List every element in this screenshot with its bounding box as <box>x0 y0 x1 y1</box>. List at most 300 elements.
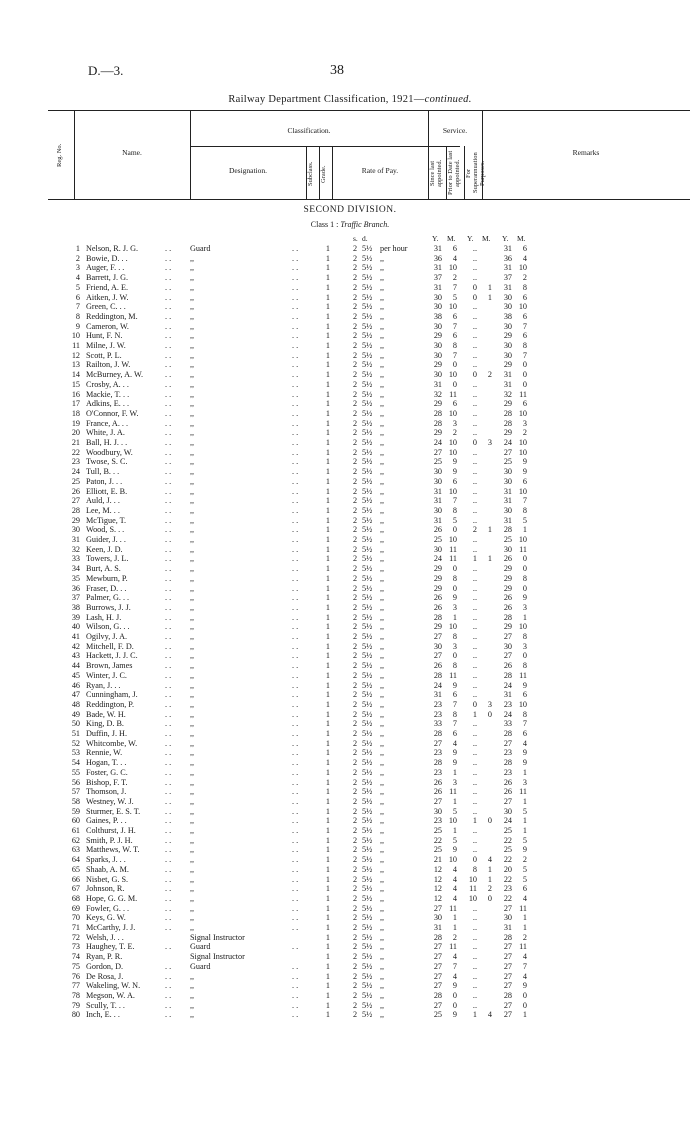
rate-unit-cell: ,, <box>380 670 385 680</box>
designation-cell: ,, <box>190 370 195 380</box>
table-row <box>0 457 700 466</box>
leader-dots: . . <box>292 748 299 758</box>
leader-dots: . . <box>165 399 172 409</box>
table-row <box>0 399 700 408</box>
prior-years-cell: .. <box>472 331 477 341</box>
designation-cell: ,, <box>190 263 195 273</box>
rate-unit-cell: ,, <box>380 661 385 671</box>
since-last-months-cell: 10 <box>448 535 457 544</box>
leader-dots: . . <box>292 379 299 389</box>
since-last-months-cell: 0 <box>452 360 457 370</box>
prior-years-cell: 11 <box>469 884 477 894</box>
prior-months-cell: 1 <box>487 864 492 874</box>
header-service: Service. <box>442 126 468 135</box>
superannuation-years-cell: 27 <box>503 952 512 962</box>
prior-years-cell: 0 <box>472 699 477 709</box>
shillings-cell: 2 <box>353 903 358 913</box>
rate-unit-cell: ,, <box>380 418 385 428</box>
prior-years-cell: .. <box>472 971 477 981</box>
name-cell: McBurney, A. W. <box>86 370 144 380</box>
grade-cell: 1 <box>325 535 330 544</box>
pence-cell: 5½ <box>362 1010 373 1020</box>
rate-unit-cell: ,, <box>380 486 385 496</box>
reg-no-cell: 4 <box>75 273 80 283</box>
prior-months-cell: 2 <box>487 884 492 894</box>
superannuation-months-cell: 8 <box>522 573 527 583</box>
superannuation-years-cell: 27 <box>503 738 512 748</box>
pence-cell: 5½ <box>362 777 373 787</box>
leader-dots: . . <box>165 738 172 748</box>
superannuation-months-cell: 10 <box>518 486 527 496</box>
pence-cell: 5½ <box>362 961 373 971</box>
grade-cell: 1 <box>325 515 330 525</box>
superannuation-years-cell: 30 <box>503 806 512 816</box>
superannuation-years-cell: 30 <box>503 341 512 350</box>
leader-dots: . . <box>292 709 299 719</box>
reg-no-cell: 7 <box>75 302 80 312</box>
since-last-months-cell: 5 <box>452 806 457 816</box>
shillings-cell: 2 <box>353 244 358 253</box>
superannuation-months-cell: 9 <box>522 680 527 690</box>
pence-cell: 5½ <box>362 816 373 826</box>
superannuation-months-cell: 3 <box>522 418 527 428</box>
since-last-years-cell: 28 <box>433 729 442 738</box>
reg-no-cell: 68 <box>71 893 80 903</box>
rate-unit-cell: ,, <box>380 864 385 874</box>
since-last-months-cell: 10 <box>448 408 457 418</box>
designation-cell: ,, <box>190 729 195 738</box>
since-last-months-cell: 8 <box>452 661 457 671</box>
pence-cell: 5½ <box>362 758 373 768</box>
pence-cell: 5½ <box>362 515 373 525</box>
since-last-years-cell: 30 <box>433 641 442 651</box>
since-last-years-cell: 28 <box>433 612 442 622</box>
superannuation-years-cell: 28 <box>503 758 512 768</box>
reg-no-cell: 47 <box>71 690 80 700</box>
superannuation-years-cell: 30 <box>503 350 512 360</box>
table-row <box>0 894 700 903</box>
since-last-months-cell: 6 <box>452 311 457 321</box>
pence-cell: 5½ <box>362 787 373 797</box>
superannuation-months-cell: 9 <box>522 845 527 855</box>
name-cell: Auld, J. . . <box>86 496 120 506</box>
pence-cell: 5½ <box>362 845 373 855</box>
grade-cell: 1 <box>325 884 330 894</box>
designation-cell: ,, <box>190 913 195 923</box>
shillings-cell: 2 <box>353 923 358 932</box>
header-rate-of-pay: Rate of Pay. <box>361 166 399 175</box>
since-last-years-cell: 27 <box>433 632 442 641</box>
superannuation-months-cell: 11 <box>519 942 527 952</box>
designation-cell: ,, <box>190 971 195 981</box>
rate-unit-cell: ,, <box>380 564 385 574</box>
leader-dots: . . <box>292 486 299 496</box>
name-cell: Keys, G. W. <box>86 913 126 923</box>
grade-cell: 1 <box>325 593 330 603</box>
since-last-years-cell: 27 <box>433 942 442 952</box>
since-last-months-cell: 11 <box>449 389 457 399</box>
reg-no-cell: 10 <box>71 331 80 341</box>
superannuation-months-cell: 6 <box>522 292 527 302</box>
shillings-cell: 2 <box>353 816 358 826</box>
grade-cell: 1 <box>325 913 330 923</box>
superannuation-months-cell: 6 <box>522 244 527 253</box>
shillings-cell: 2 <box>353 942 358 952</box>
name-cell: Nisbet, G. S. <box>86 874 129 884</box>
name-cell: Tull, B. . . <box>86 467 120 477</box>
since-last-months-cell: 2 <box>452 273 457 283</box>
rate-unit-cell: ,, <box>380 942 385 952</box>
since-last-years-cell: 31 <box>433 923 442 932</box>
since-last-years-cell: 27 <box>433 738 442 748</box>
leader-dots: . . <box>165 476 172 486</box>
divider <box>190 110 191 200</box>
leader-dots: . . <box>165 408 172 418</box>
pence-cell: 5½ <box>362 602 373 612</box>
shillings-cell: 2 <box>353 302 358 312</box>
leader-dots: . . <box>165 622 172 632</box>
since-last-years-cell: 28 <box>433 990 442 1000</box>
table-row <box>0 816 700 825</box>
designation-cell: ,, <box>190 486 195 496</box>
superannuation-years-cell: 24 <box>503 438 512 447</box>
prior-years-cell: .. <box>472 457 477 467</box>
table-header <box>48 110 690 200</box>
since-last-years-cell: 23 <box>433 767 442 777</box>
grade-cell: 1 <box>325 389 330 399</box>
shillings-cell: 2 <box>353 971 358 981</box>
designation-cell: ,, <box>190 505 195 515</box>
shillings-cell: 2 <box>353 990 358 1000</box>
shillings-cell: 2 <box>353 476 358 486</box>
leader-dots: . . <box>165 748 172 758</box>
superannuation-years-cell: 23 <box>503 884 512 894</box>
prior-years-cell: .. <box>472 535 477 544</box>
superannuation-years-cell: 30 <box>503 321 512 331</box>
pence-cell: 5½ <box>362 564 373 574</box>
table-row <box>0 962 700 971</box>
designation-cell: ,, <box>190 583 195 593</box>
superannuation-years-cell: 27 <box>503 1010 512 1020</box>
reg-no-cell: 13 <box>71 360 80 370</box>
designation-cell: ,, <box>190 806 195 816</box>
since-last-years-cell: 12 <box>433 893 442 903</box>
name-cell: Wakeling, W. N. <box>86 981 141 991</box>
superannuation-months-cell: 10 <box>518 302 527 312</box>
since-last-months-cell: 6 <box>452 331 457 341</box>
leader-dots: . . <box>292 496 299 506</box>
reg-no-cell: 26 <box>71 486 80 496</box>
superannuation-years-cell: 28 <box>503 990 512 1000</box>
document-code: D.—3. <box>88 63 124 78</box>
since-last-months-cell: 0 <box>452 990 457 1000</box>
table-row <box>0 826 700 835</box>
table-row <box>0 807 700 816</box>
designation-cell: ,, <box>190 816 195 826</box>
subhead-years: Y. <box>467 234 474 243</box>
designation-cell: ,, <box>190 738 195 748</box>
pence-cell: 5½ <box>362 447 373 457</box>
name-cell: Towers, J. L. <box>86 554 129 564</box>
grade-cell: 1 <box>325 826 330 835</box>
since-last-years-cell: 26 <box>433 777 442 787</box>
grade-cell: 1 <box>325 835 330 845</box>
prior-years-cell: .. <box>472 496 477 506</box>
reg-no-cell: 55 <box>71 767 80 777</box>
superannuation-months-cell: 1 <box>522 816 527 826</box>
since-last-months-cell: 11 <box>449 787 457 797</box>
rate-unit-cell: ,, <box>380 835 385 845</box>
grade-cell: 1 <box>325 864 330 874</box>
since-last-years-cell: 24 <box>433 554 442 564</box>
rate-unit-cell: ,, <box>380 874 385 884</box>
table-row <box>0 710 700 719</box>
table-row <box>0 875 700 884</box>
shillings-cell: 2 <box>353 670 358 680</box>
pence-cell: 5½ <box>362 990 373 1000</box>
since-last-months-cell: 6 <box>452 399 457 409</box>
name-cell: Ryan, J. . . <box>86 680 121 690</box>
shillings-cell: 2 <box>353 311 358 321</box>
superannuation-years-cell: 36 <box>503 253 512 263</box>
rate-unit-cell: ,, <box>380 932 385 942</box>
table-row <box>0 729 700 738</box>
superannuation-months-cell: 0 <box>522 379 527 389</box>
prior-years-cell: .. <box>472 767 477 777</box>
reg-no-cell: 69 <box>71 903 80 913</box>
superannuation-months-cell: 6 <box>522 331 527 341</box>
grade-cell: 1 <box>325 729 330 738</box>
name-cell: McTigue, T. <box>86 515 127 525</box>
name-cell: Cameron, W. <box>86 321 129 331</box>
since-last-months-cell: 10 <box>448 263 457 273</box>
rate-unit-cell: ,, <box>380 690 385 700</box>
rate-unit-cell: ,, <box>380 525 385 535</box>
leader-dots: . . <box>292 418 299 428</box>
grade-cell: 1 <box>325 796 330 806</box>
since-last-months-cell: 8 <box>452 341 457 350</box>
grade-cell: 1 <box>325 680 330 690</box>
shillings-cell: 2 <box>353 932 358 942</box>
leader-dots: . . <box>292 1000 299 1010</box>
since-last-years-cell: 28 <box>433 670 442 680</box>
grade-cell: 1 <box>325 709 330 719</box>
name-cell: Wilson, G. . . <box>86 622 130 632</box>
grade-cell: 1 <box>325 612 330 622</box>
rate-unit-cell: ,, <box>380 457 385 467</box>
rate-unit-cell: ,, <box>380 399 385 409</box>
grade-cell: 1 <box>325 1010 330 1020</box>
rate-unit-cell: ,, <box>380 544 385 554</box>
shillings-cell: 2 <box>353 835 358 845</box>
shillings-cell: 2 <box>353 467 358 477</box>
leader-dots: . . <box>292 408 299 418</box>
grade-cell: 1 <box>325 496 330 506</box>
rate-unit-cell: ,, <box>380 923 385 932</box>
superannuation-years-cell: 27 <box>503 942 512 952</box>
shillings-cell: 2 <box>353 699 358 709</box>
since-last-years-cell: 27 <box>433 961 442 971</box>
grade-cell: 1 <box>325 758 330 768</box>
pence-cell: 5½ <box>362 593 373 603</box>
prior-years-cell: .. <box>472 835 477 845</box>
superannuation-years-cell: 27 <box>503 903 512 913</box>
rate-unit-cell: ,, <box>380 476 385 486</box>
table-row <box>0 438 700 447</box>
prior-months-cell: 2 <box>487 370 492 380</box>
shillings-cell: 2 <box>353 370 358 380</box>
since-last-months-cell: 7 <box>452 719 457 729</box>
leader-dots: . . <box>292 331 299 341</box>
since-last-years-cell: 30 <box>433 505 442 515</box>
name-cell: Mitchell, F. D. <box>86 641 134 651</box>
name-cell: Burrows, J. J. <box>86 602 131 612</box>
name-cell: Ogilvy, J. A. <box>86 632 128 641</box>
since-last-years-cell: 27 <box>433 651 442 661</box>
since-last-years-cell: 29 <box>433 573 442 583</box>
leader-dots: . . <box>165 884 172 894</box>
rate-unit-cell: ,, <box>380 826 385 835</box>
table-row <box>0 884 700 893</box>
name-cell: Barrett, J. G. <box>86 273 129 283</box>
rate-unit-cell: ,, <box>380 913 385 923</box>
since-last-years-cell: 30 <box>433 350 442 360</box>
prior-years-cell: 1 <box>472 816 477 826</box>
leader-dots: . . <box>292 273 299 283</box>
since-last-years-cell: 36 <box>433 253 442 263</box>
since-last-months-cell: 1 <box>452 796 457 806</box>
designation-cell: ,, <box>190 903 195 913</box>
leader-dots: . . <box>292 690 299 700</box>
pence-cell: 5½ <box>362 835 373 845</box>
leader-dots: . . <box>292 680 299 690</box>
since-last-months-cell: 11 <box>449 903 457 913</box>
since-last-months-cell: 10 <box>448 622 457 632</box>
reg-no-cell: 61 <box>71 826 80 835</box>
prior-years-cell: 1 <box>472 709 477 719</box>
pence-cell: 5½ <box>362 496 373 506</box>
name-cell: Hunt, F. N. <box>86 331 123 341</box>
leader-dots: . . <box>292 263 299 273</box>
superannuation-years-cell: 31 <box>503 263 512 273</box>
superannuation-months-cell: 9 <box>522 748 527 758</box>
superannuation-months-cell: 0 <box>522 1000 527 1010</box>
name-cell: Auger, F. . . <box>86 263 125 273</box>
superannuation-months-cell: 6 <box>522 729 527 738</box>
shillings-cell: 2 <box>353 438 358 447</box>
grade-cell: 1 <box>325 564 330 574</box>
grade-cell: 1 <box>325 282 330 292</box>
name-cell: Bade, W. H. <box>86 709 126 719</box>
leader-dots: . . <box>165 961 172 971</box>
shillings-cell: 2 <box>353 1010 358 1020</box>
table-row <box>0 690 700 699</box>
leader-dots: . . <box>165 438 172 447</box>
grade-cell: 1 <box>325 253 330 263</box>
reg-no-cell: 15 <box>71 379 80 389</box>
grade-cell: 1 <box>325 661 330 671</box>
name-cell: Adkins, E. . . <box>86 399 129 409</box>
grade-cell: 1 <box>325 379 330 389</box>
designation-cell: ,, <box>190 680 195 690</box>
reg-no-cell: 66 <box>71 874 80 884</box>
name-cell: Scully, T. . . <box>86 1000 125 1010</box>
leader-dots: . . <box>165 302 172 312</box>
since-last-months-cell: 9 <box>452 457 457 467</box>
shillings-cell: 2 <box>353 418 358 428</box>
since-last-years-cell: 29 <box>433 583 442 593</box>
since-last-years-cell: 31 <box>433 496 442 506</box>
name-cell: King, D. B. <box>86 719 124 729</box>
shillings-cell: 2 <box>353 961 358 971</box>
superannuation-years-cell: 29 <box>503 428 512 438</box>
rate-unit-cell: ,, <box>380 282 385 292</box>
prior-years-cell: .. <box>472 738 477 748</box>
prior-years-cell: .. <box>472 311 477 321</box>
name-cell: Green, C. . . <box>86 302 126 312</box>
name-cell: Mackie, T. . . <box>86 389 130 399</box>
designation-cell: ,, <box>190 350 195 360</box>
leader-dots: . . <box>165 826 172 835</box>
grade-cell: 1 <box>325 874 330 884</box>
table-row <box>0 913 700 922</box>
grade-cell: 1 <box>325 990 330 1000</box>
designation-cell: ,, <box>190 864 195 874</box>
pence-cell: 5½ <box>362 505 373 515</box>
subhead-months: M. <box>517 234 526 243</box>
prior-years-cell: .. <box>472 680 477 690</box>
designation-cell: ,, <box>190 719 195 729</box>
rate-unit-cell: ,, <box>380 738 385 748</box>
name-cell: O'Connor, F. W. <box>86 408 139 418</box>
pence-cell: 5½ <box>362 399 373 409</box>
rate-unit-cell: ,, <box>380 612 385 622</box>
shillings-cell: 2 <box>353 651 358 661</box>
superannuation-months-cell: 10 <box>518 438 527 447</box>
leader-dots: . . <box>165 709 172 719</box>
designation-cell: ,, <box>190 341 195 350</box>
table-row <box>0 322 700 331</box>
rate-unit-cell: ,, <box>380 903 385 913</box>
reg-no-cell: 33 <box>71 554 80 564</box>
prior-years-cell: .. <box>472 903 477 913</box>
header-subclass: Subclass. <box>307 161 314 187</box>
pence-cell: 5½ <box>362 389 373 399</box>
leader-dots: . . <box>165 535 172 544</box>
grade-cell: 1 <box>325 903 330 913</box>
superannuation-months-cell: 1 <box>522 913 527 923</box>
since-last-months-cell: 6 <box>452 690 457 700</box>
leader-dots: . . <box>292 302 299 312</box>
superannuation-years-cell: 30 <box>503 302 512 312</box>
name-cell: Wood, S. . . <box>86 525 125 535</box>
rate-unit-cell: ,, <box>380 350 385 360</box>
leader-dots: . . <box>292 622 299 632</box>
leader-dots: . . <box>165 447 172 457</box>
designation-cell: ,, <box>190 573 195 583</box>
subhead-months: M. <box>447 234 456 243</box>
shillings-cell: 2 <box>353 496 358 506</box>
name-cell: Nelson, R. J. G. <box>86 244 139 253</box>
leader-dots: . . <box>292 981 299 991</box>
name-cell: McCarthy, J. J. <box>86 923 136 932</box>
leader-dots: . . <box>292 321 299 331</box>
leader-dots: . . <box>292 787 299 797</box>
since-last-years-cell: 23 <box>433 699 442 709</box>
leader-dots: . . <box>165 903 172 913</box>
reg-no-cell: 51 <box>71 729 80 738</box>
rate-unit-cell: ,, <box>380 719 385 729</box>
